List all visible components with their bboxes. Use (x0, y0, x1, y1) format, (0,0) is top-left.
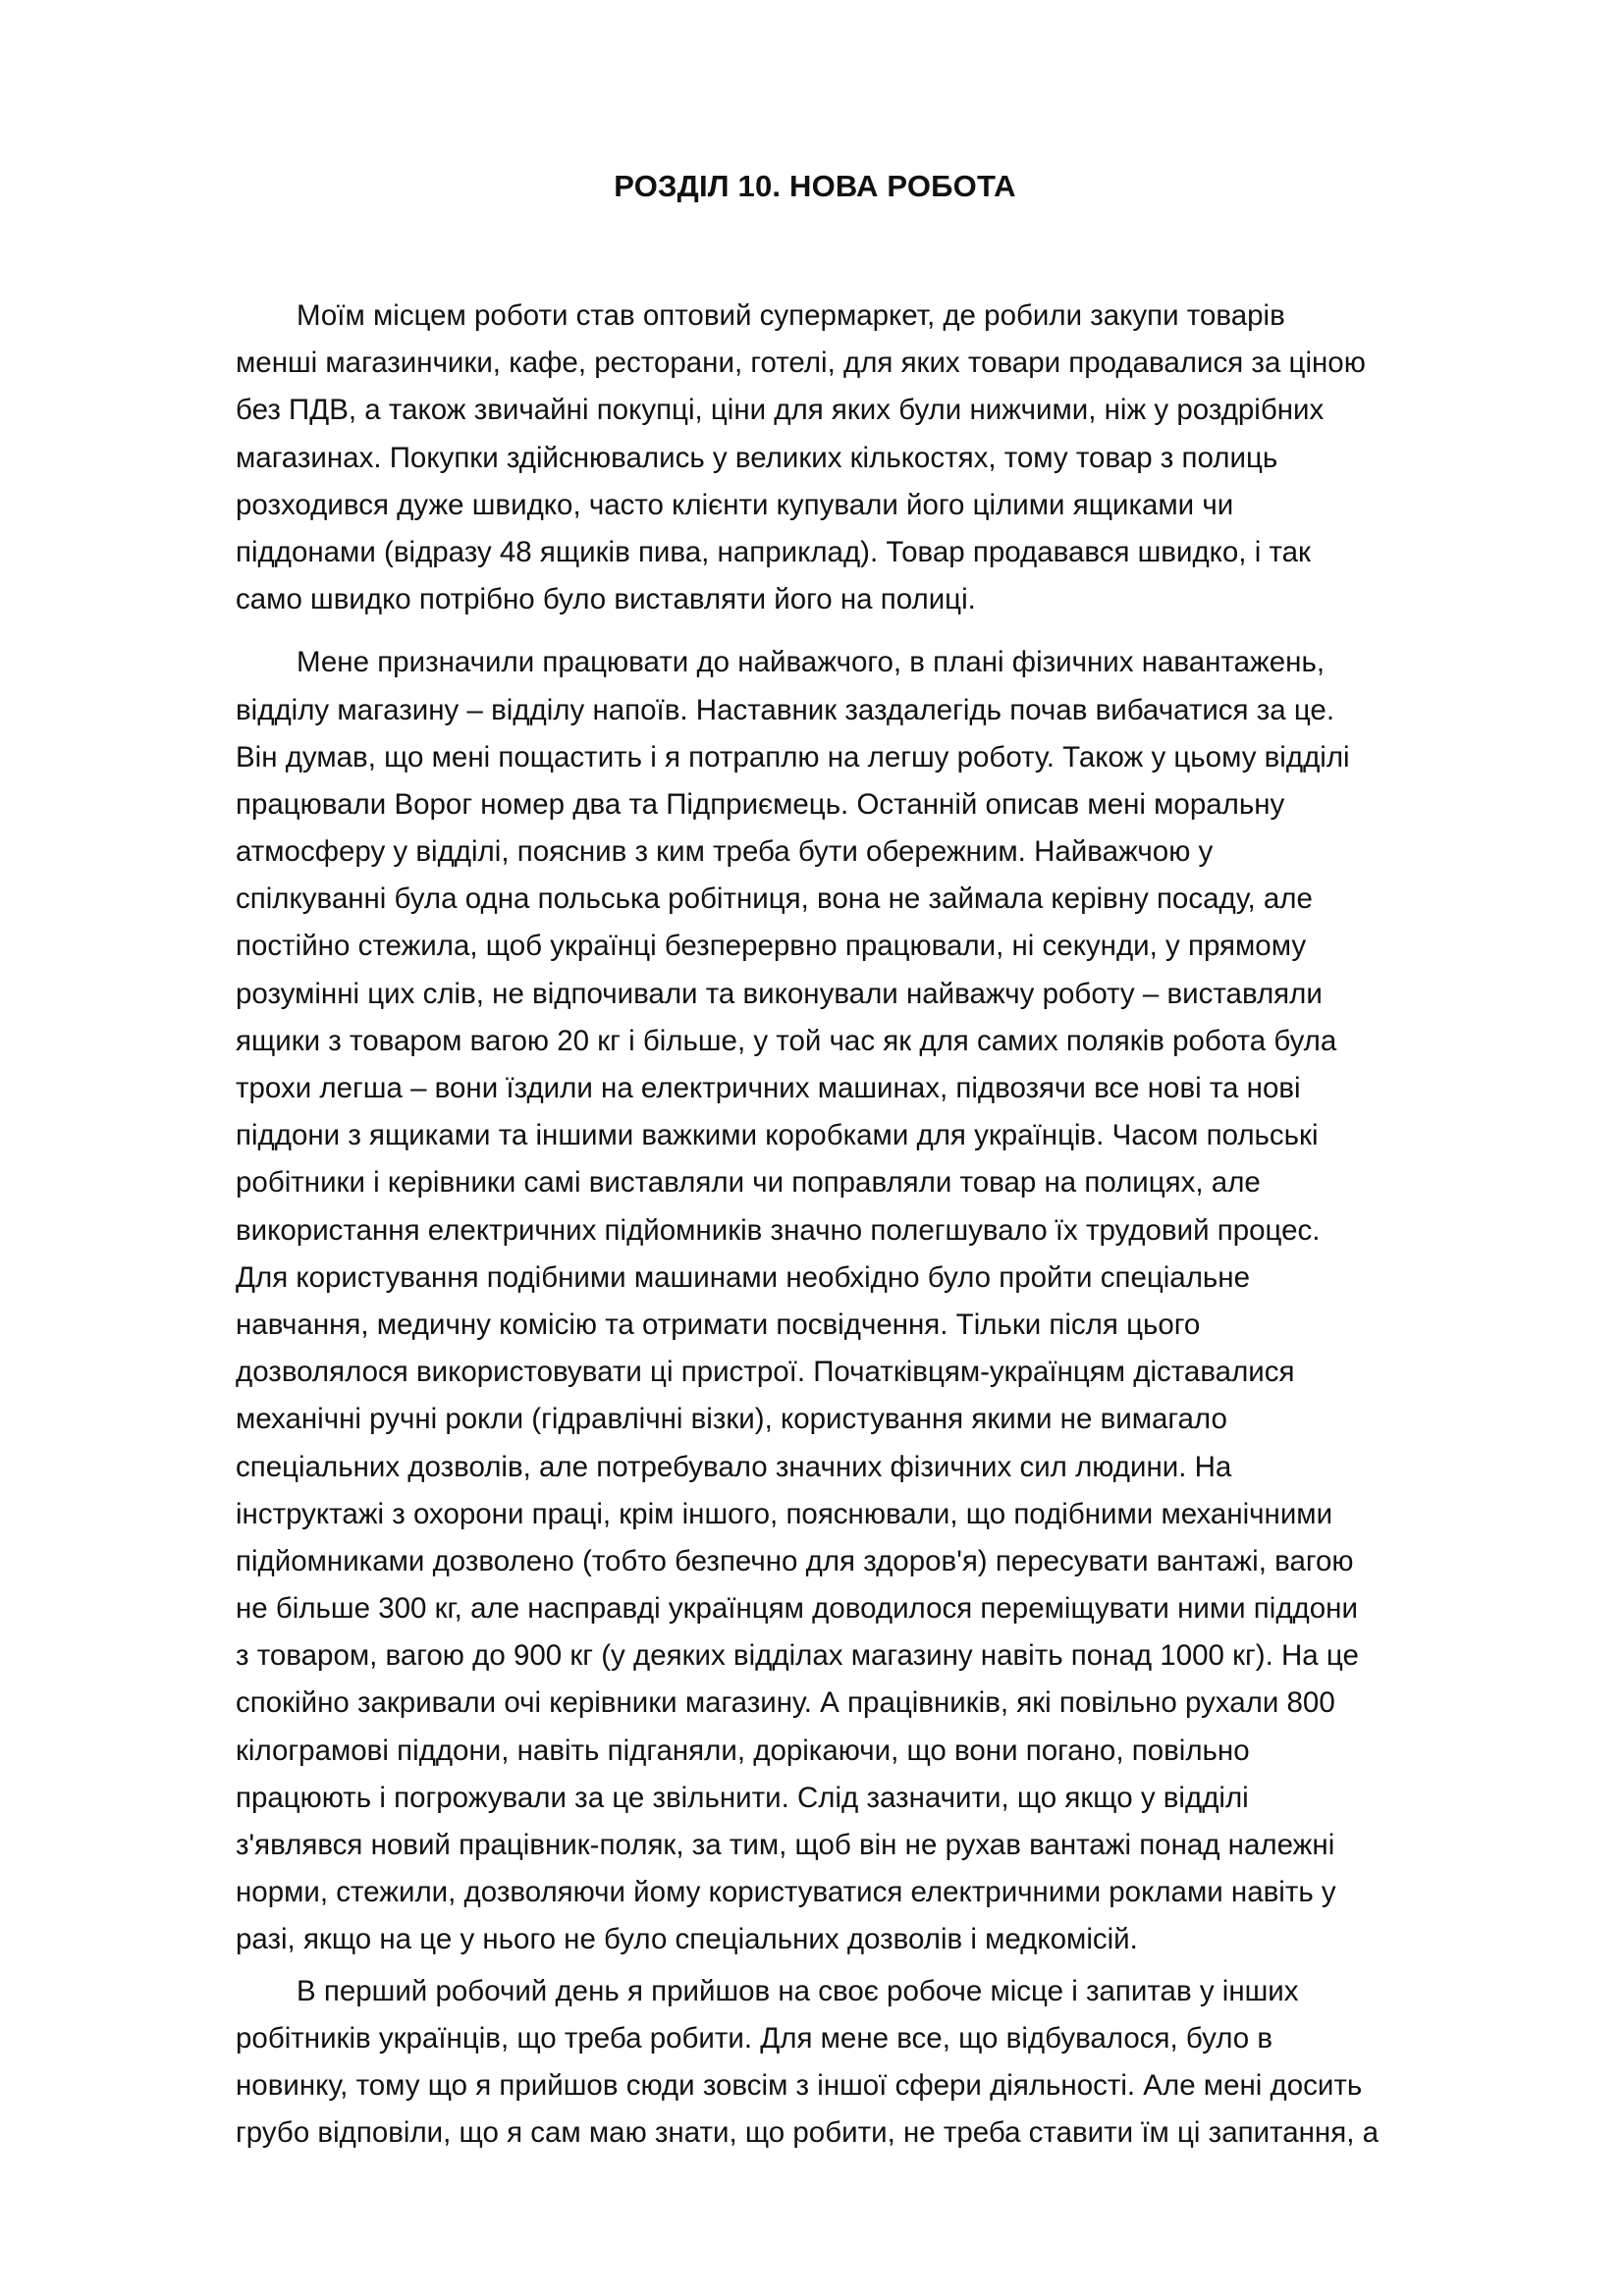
text-line: навчання, медичну комісію та отримати посвідчення. Тільки після цього (236, 1308, 1201, 1341)
text-line: само швидко потрібно було виставляти його на полиці. (236, 583, 976, 616)
text-line: відділу магазину – відділу напоїв. Наставник заздалегідь почав вибачатися за це. (236, 693, 1335, 726)
text-line: грубо відповіли, що я сам маю знати, що робити, не треба ставити їм ці запитання, а (236, 2116, 1379, 2150)
text-line: з'являвся новий працівник-поляк, за тим, щоб він не рухав вантажі понад належні (236, 1829, 1335, 1861)
text-line: робітників українців, що треба робити. Для мене все, що відбувалося, було в (236, 2021, 1273, 2055)
text-line: спокійно закривали очі керівники магазину. А працівників, які повільно рухали 800 (236, 1686, 1335, 1720)
text-line: Мене призначили працювати до найважчого, в плані фізичних навантажень, (297, 646, 1326, 679)
text-line: підйомниками дозволено (тобто безпечно для здоров'я) пересувати вантажі, вагою (236, 1544, 1354, 1577)
text-line: спілкуванні була одна польська робітниця, вона не займала керівну посаду, але (236, 882, 1313, 916)
paragraph-3 (236, 1968, 1542, 2158)
text-line: трохи легша – вони їздили на електричних машинах, підвозячи все нові та нові (236, 1072, 1301, 1104)
text-line: новинку, тому що я прийшов сюди зовсім з іншої сфери діяльності. Але мені досить (236, 2068, 1363, 2102)
chapter-title: РОЗДІЛ 10. НОВА РОБОТА (614, 169, 1016, 203)
text-line: не більше 300 кг, але насправді українцям доводилося переміщувати ними піддони (236, 1592, 1358, 1626)
paragraph-spacing (236, 623, 1542, 639)
text-line: піддони з ящиками та іншими важкими коробками для українців. Часом польські (236, 1119, 1319, 1152)
text-line: працювали Ворог номер два та Підприємець. Останній описав мені моральну (236, 787, 1285, 821)
text-line: використання електричних підйомників значно полегшувало їх трудовий процес. (236, 1213, 1321, 1247)
text-line: кілограмові піддони, навіть підганяли, дорікаючи, що вони погано, повільно (236, 1734, 1250, 1767)
paragraph-2 (236, 639, 1542, 1963)
text-line: механічні ручні рокли (гідравлічні візки), користування якими не вимагало (236, 1403, 1227, 1436)
text-line: розумінні цих слів, не відпочивали та виконували найважчу роботу – виставляли (236, 977, 1323, 1010)
text-line: інструктажі з охорони праці, крім іншого, пояснювали, що подібними механічними (236, 1497, 1333, 1530)
text-line: менші магазинчики, кафе, ресторани, готелі, для яких товари продавалися за ціною (236, 347, 1366, 380)
paragraph-1 (236, 293, 1542, 623)
text-line: ящики з товаром вагою 20 кг і більше, у той час як для самих поляків робота була (236, 1024, 1337, 1057)
text-line: норми, стежили, дозволяючи йому користуватися електричними роклами навіть у (236, 1876, 1336, 1909)
text-line: розходився дуже швидко, часто клієнти купували його цілими ящиками чи (236, 488, 1234, 521)
text-line: Моїм місцем роботи став оптовий супермаркет, де робили закупи товарів (297, 299, 1285, 332)
text-line: без ПДВ, а також звичайні покупці, ціни для яких були нижчими, ніж у роздрібних (236, 394, 1325, 427)
text-line: разі, якщо на це у нього не було спеціальних дозволів і медкомісій. (236, 1923, 1138, 1956)
text-line: В перший робочий день я прийшов на своє робоче місце і запитав у інших (297, 1974, 1299, 2007)
text-line: піддонами (відразу 48 ящиків пива, наприклад). Товар продавався швидко, і так (236, 535, 1311, 568)
text-line: Він думав, що мені пощастить і я потраплю на легшу роботу. Також у цьому відділі (236, 740, 1350, 774)
text-line: постійно стежила, щоб українці безперервно працювали, ні секунди, у прямому (236, 930, 1307, 963)
text-line: дозволялося використовувати ці пристрої. Початківцям-українцям діставалися (236, 1356, 1295, 1389)
text-line: магазинах. Покупки здійснювались у великих кількостях, тому товар з полиць (236, 441, 1278, 474)
text-line: атмосферу у відділі, пояснив з ким треба бути обережним. Найважчою у (236, 835, 1214, 869)
text-line: Для користування подібними машинами необхідно було пройти спеціальне (236, 1260, 1250, 1294)
text-line: працюють і погрожували за це звільнити. Слід зазначити, що якщо у відділі (236, 1781, 1249, 1814)
chapter-body (236, 293, 1542, 2157)
text-line: з товаром, вагою до 900 кг (у деяких відділах магазину навіть понад 1000 кг). На це (236, 1639, 1359, 1673)
text-line: робітники і керівники самі виставляли чи поправляли товар на полицях, але (236, 1166, 1261, 1200)
text-line: спеціальних дозволів, але потребувало значних фізичних сил людини. На (236, 1450, 1232, 1483)
